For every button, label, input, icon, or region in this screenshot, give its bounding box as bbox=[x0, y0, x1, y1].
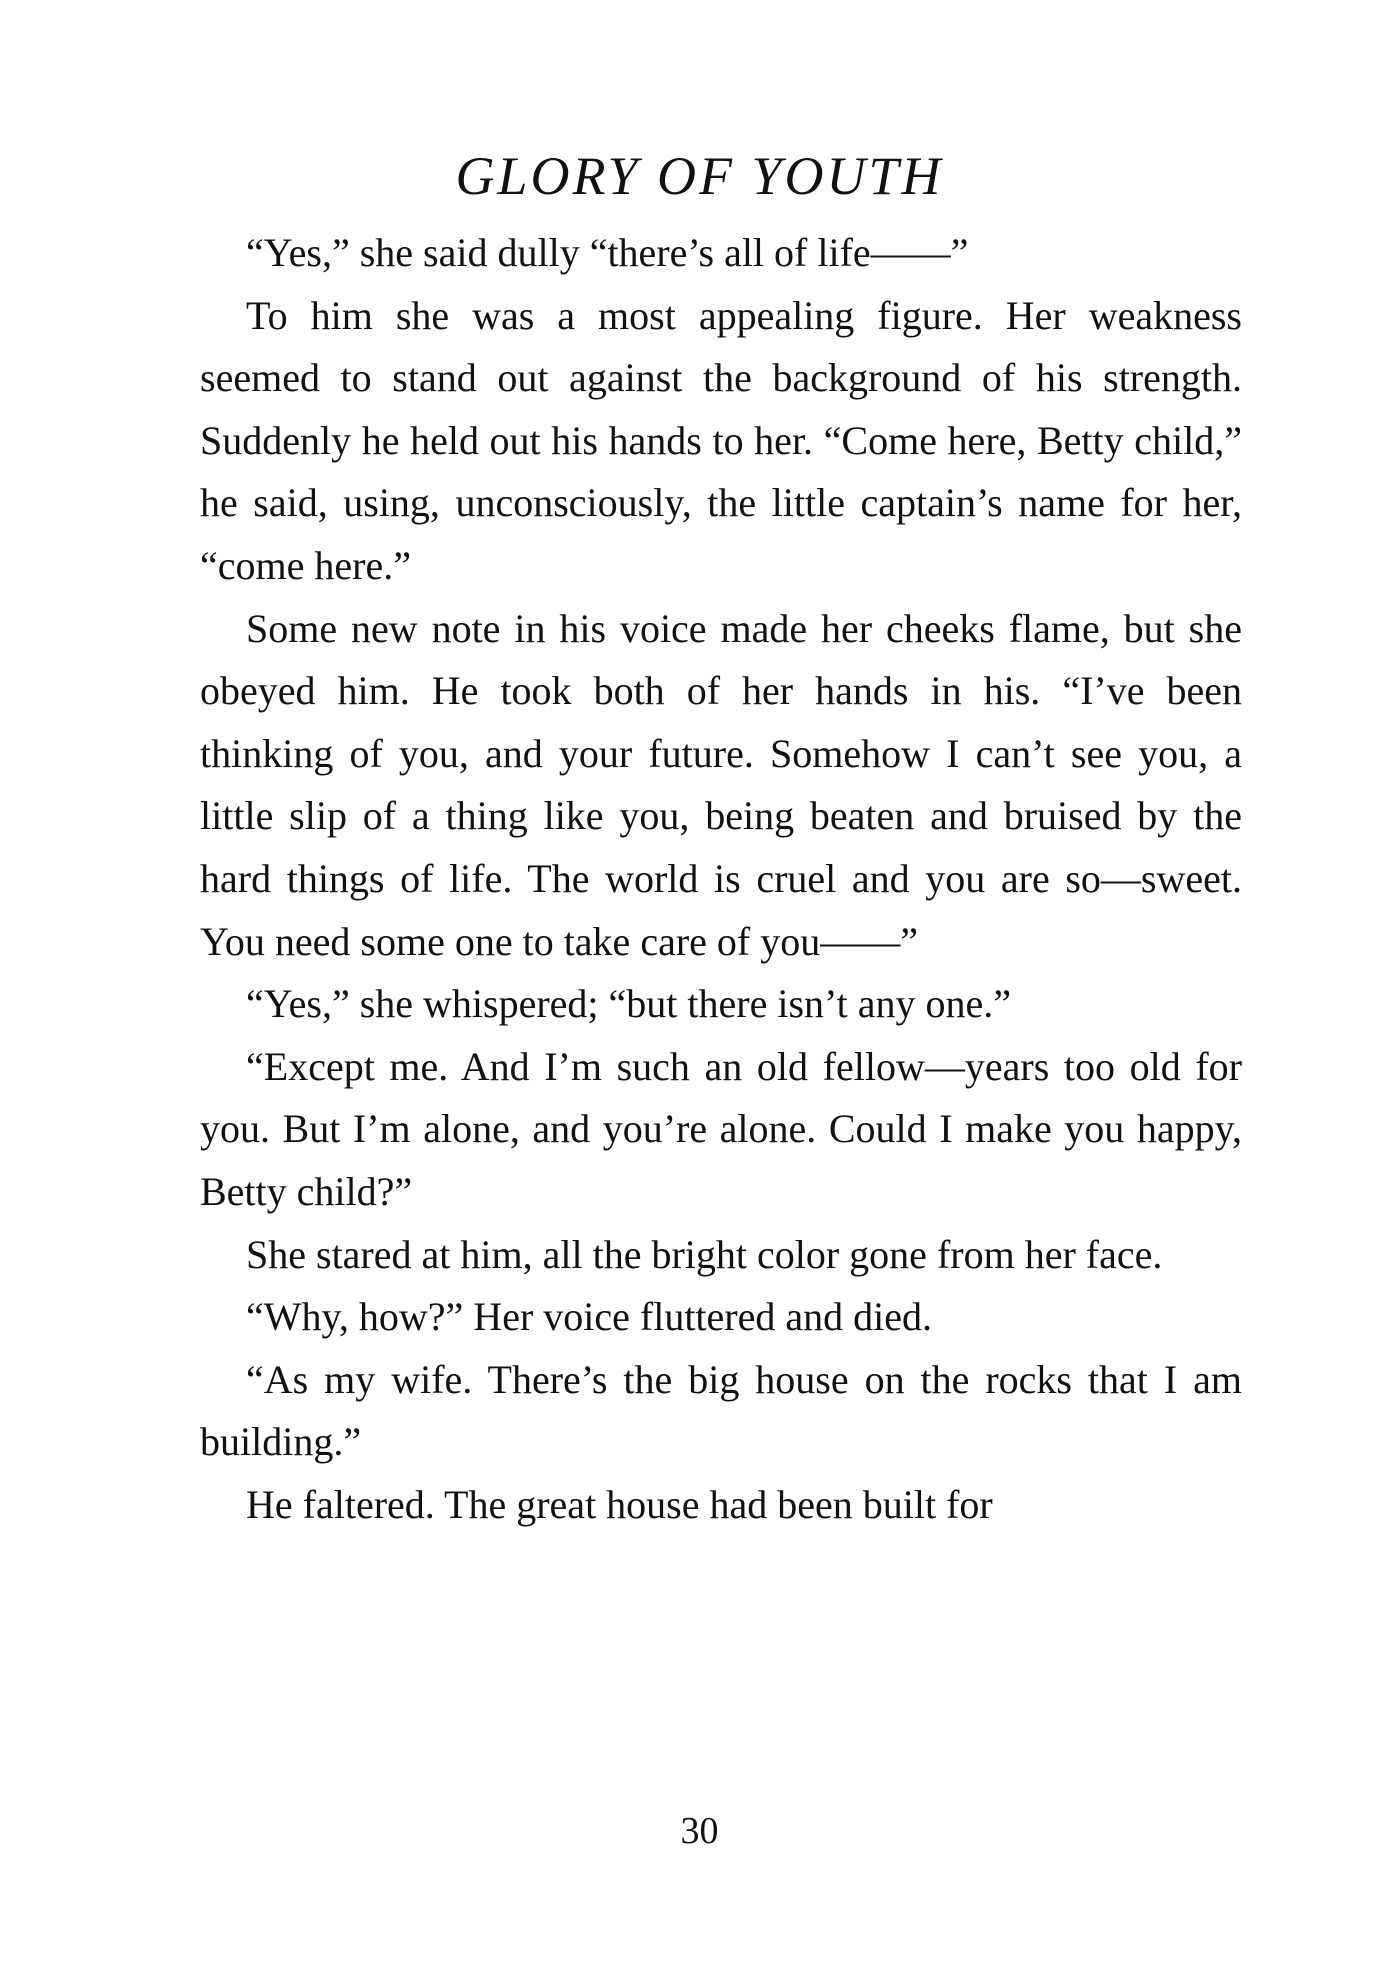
paragraph: She stared at him, all the bright color gone from her face. bbox=[246, 1231, 1163, 1277]
body-text bbox=[200, 222, 1242, 1536]
paragraph: He faltered. The great house had been built for bbox=[246, 1481, 993, 1527]
paragraph: “Why, how?” Her voice fluttered and died. bbox=[246, 1294, 932, 1340]
paragraph: To him she was a most appealing figure. Her weakness seemed to stand out against the background of his strength. Suddenly he held out his hands to her. “Come here, Betty child,” he said, using, unconsciously, the little captain’s name for her, “come here.” bbox=[200, 292, 1242, 588]
paragraph: “Except me. And I’m such an old fellow—years too old for you. But I’m alone, and you’re alone. Could I make you happy, Betty child?” bbox=[200, 1043, 1242, 1214]
paragraph: “Yes,” she said dully “there’s all of life——” bbox=[246, 230, 969, 275]
running-head: GLORY OF YOUTH bbox=[455, 146, 944, 206]
paragraph: “Yes,” she whispered; “but there isn’t any one.” bbox=[246, 981, 1011, 1027]
paragraph: Some new note in his voice made her cheeks flame, but she obeyed him. He took both of her hands in his. “I’ve been thinking of you, and your future. Somehow I can’t see you, a little slip of a thing like you, being beaten and bruised by the hard things of life. The world is cruel and you are so—sweet. You need some one to take care of you——” bbox=[200, 605, 1242, 964]
paragraph: “As my wife. There’s the big house on the rocks that I am building.” bbox=[200, 1356, 1242, 1465]
page-number: 30 bbox=[680, 1810, 719, 1852]
